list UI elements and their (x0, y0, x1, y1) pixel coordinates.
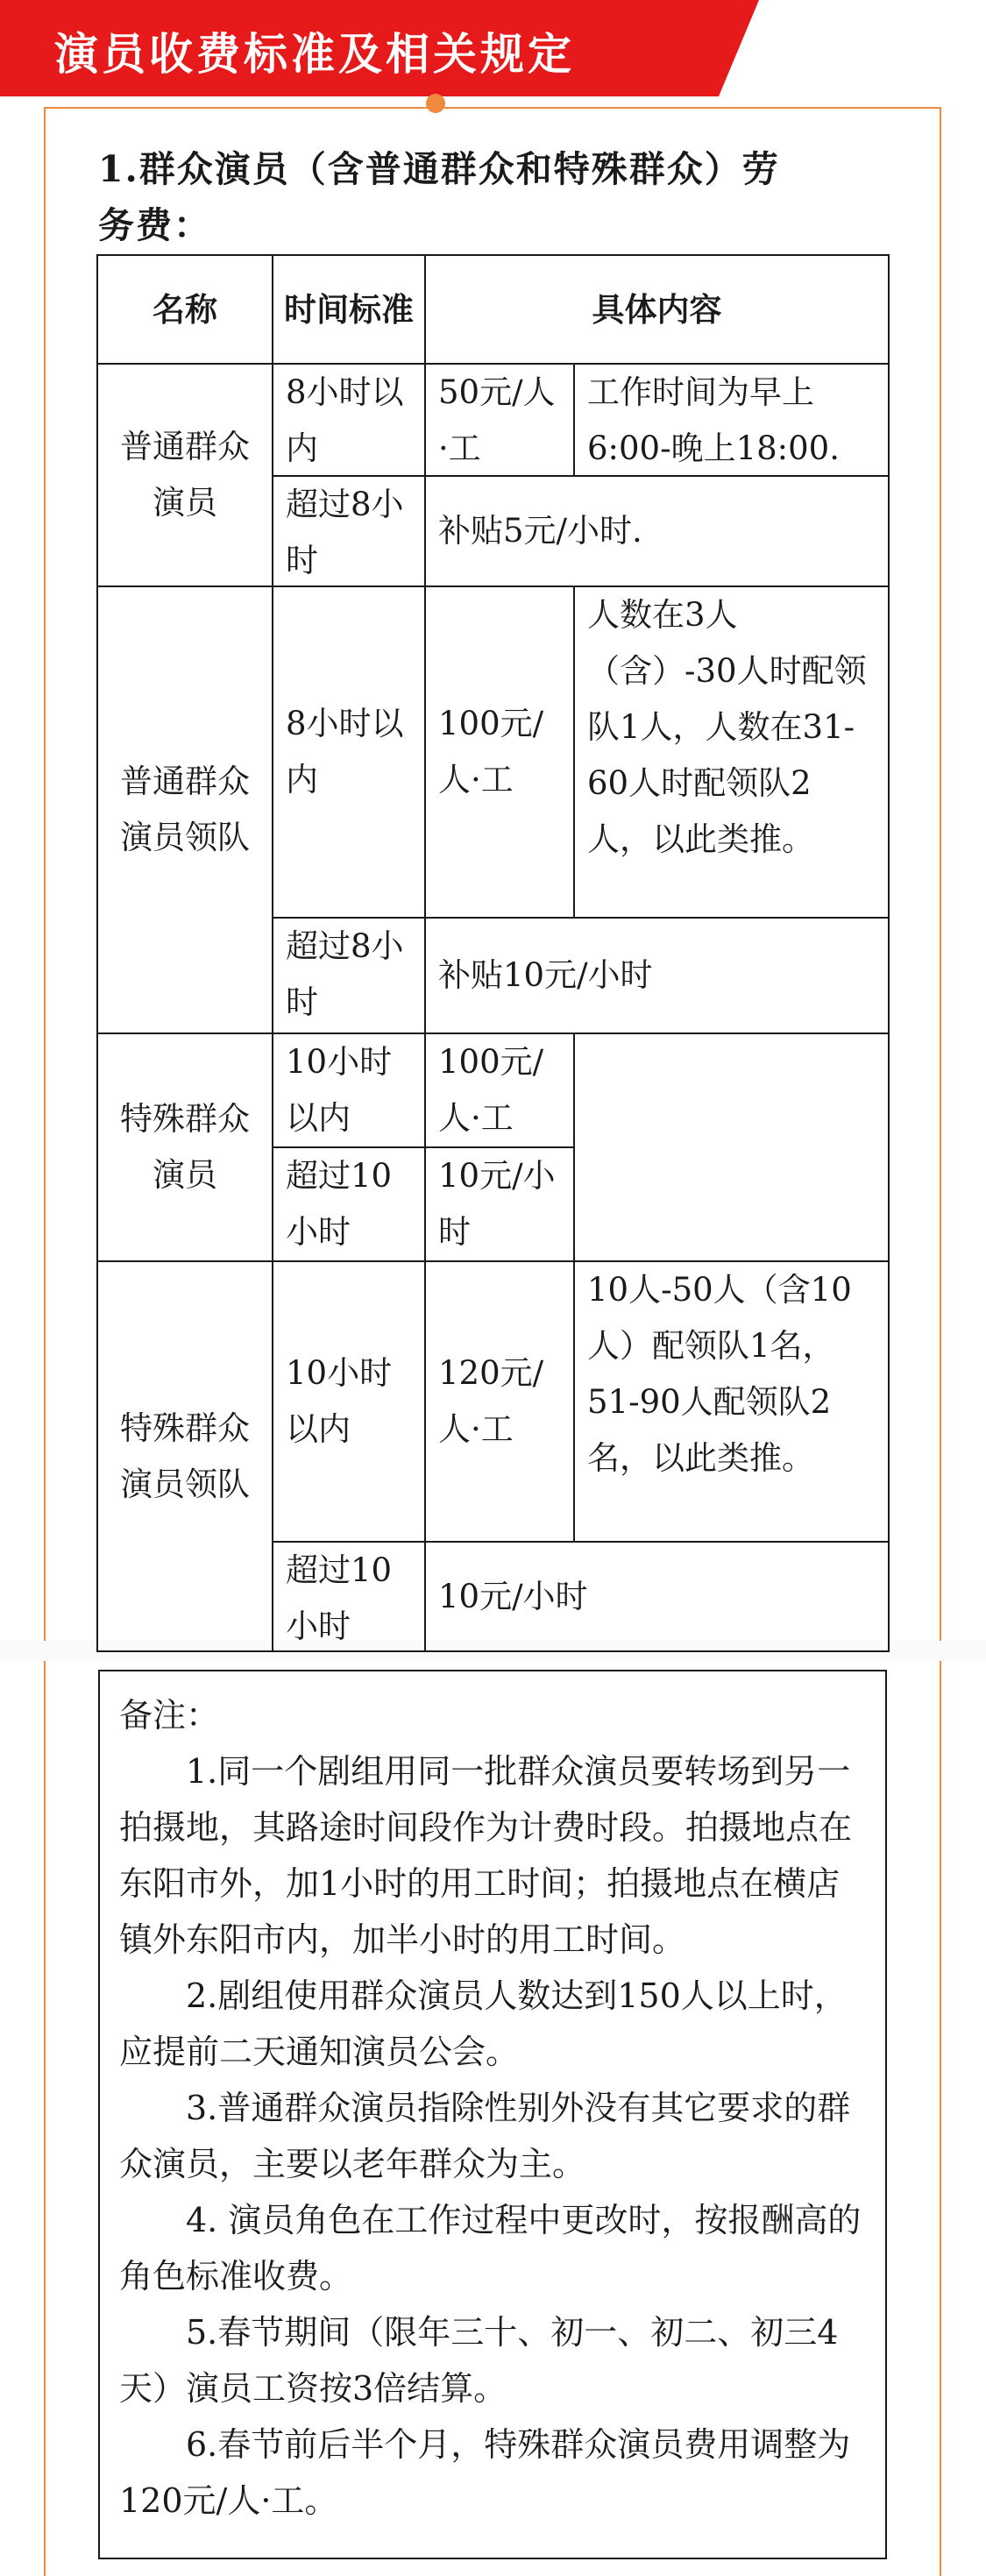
row-time-over-8h-leader: 超过8小时 (272, 917, 426, 1034)
note-item: 1.同一个剧组用同一批群众演员要转场到另一拍摄地，其路途时间段作为计费时段。拍摄地点在东阳市外，加1小时的用工时间；拍摄地点在横店镇外东阳市内，加半小时的用工时间。 (119, 1752, 853, 1959)
row-time-within-10h: 10小时以内 (272, 1033, 426, 1148)
frame-right-border (940, 107, 941, 1641)
frame-top-border (44, 107, 941, 109)
page-title: 演员收费标准及相关规定 (54, 29, 575, 80)
row-rate-10-per-hour: 10元/小时 (424, 1541, 890, 1652)
row-time-within-10h-leader: 10小时以内 (272, 1260, 426, 1543)
frame-left-border-lower (44, 1661, 46, 2576)
frame-left-border (44, 107, 46, 1641)
note-item: 6.春节前后半个月，特殊群众演员费用调整为120元/人·工。 (119, 2425, 851, 2520)
row-time-over-8h: 超过8小时 (272, 475, 426, 587)
row-fee-10-per-hour: 10元/小时 (424, 1146, 575, 1262)
frame-dot-ornament (426, 94, 445, 113)
row-name-special-leader: 特殊群众演员领队 (96, 1260, 273, 1652)
notes-title: 备注： (119, 1696, 220, 1735)
row-fee-120: 120元/人·工 (424, 1260, 575, 1543)
row-name-ordinary-extras: 普通群众演员 (96, 363, 273, 587)
row-time-within-8h-leader: 8小时以内 (272, 585, 426, 919)
row-name-ordinary-leader: 普通群众演员领队 (96, 585, 273, 1034)
notes-box (98, 1670, 887, 2559)
row-fee-50: 50元/人·工 (424, 363, 575, 477)
row-fee-100: 100元/人·工 (424, 585, 575, 919)
row-note-special-leader-ratio: 10人-50人（含10人）配领队1名，51-90人配领队2名，以此类推。 (573, 1260, 890, 1543)
row-note-empty (573, 1033, 890, 1262)
row-name-special-extras: 特殊群众演员 (96, 1033, 273, 1262)
note-item: 4. 演员角色在工作过程中更改时，按报酬高的角色标准收费。 (119, 2201, 862, 2296)
fee-table (96, 254, 890, 1652)
row-fee-100-special: 100元/人·工 (424, 1033, 575, 1148)
frame-right-border-lower (940, 1661, 941, 2576)
header-time: 时间标准 (272, 254, 426, 365)
row-subsidy-5: 补贴5元/小时. (424, 475, 890, 587)
section-heading-cont: 务费： (98, 204, 211, 246)
header-name: 名称 (96, 254, 273, 365)
note-item: 3.普通群众演员指除性别外没有其它要求的群众演员，主要以老年群众为主。 (119, 2089, 851, 2183)
note-item: 5.春节期间（限年三十、初一、初二、初三4天）演员工资按3倍结算。 (119, 2313, 839, 2408)
note-item: 2.剧组使用群众演员人数达到150人以上时，应提前二天通知演员公会。 (119, 1976, 848, 2071)
row-subsidy-10: 补贴10元/小时 (424, 917, 890, 1034)
row-time-within-8h: 8小时以内 (272, 363, 426, 477)
row-note-leader-ratio: 人数在3人（含）-30人时配领队1人，人数在31-60人时配领队2人，以此类推。 (573, 585, 890, 919)
section-heading: 1.群众演员（含普通群众和特殊群众）劳 (98, 148, 780, 190)
row-note-work-hours: 工作时间为早上6:00-晚上18:00. (573, 363, 890, 477)
row-time-over-10h-leader: 超过10小时 (272, 1541, 426, 1652)
row-time-over-10h: 超过10小时 (272, 1146, 426, 1262)
header-content: 具体内容 (424, 254, 890, 365)
title-banner (0, 0, 719, 96)
